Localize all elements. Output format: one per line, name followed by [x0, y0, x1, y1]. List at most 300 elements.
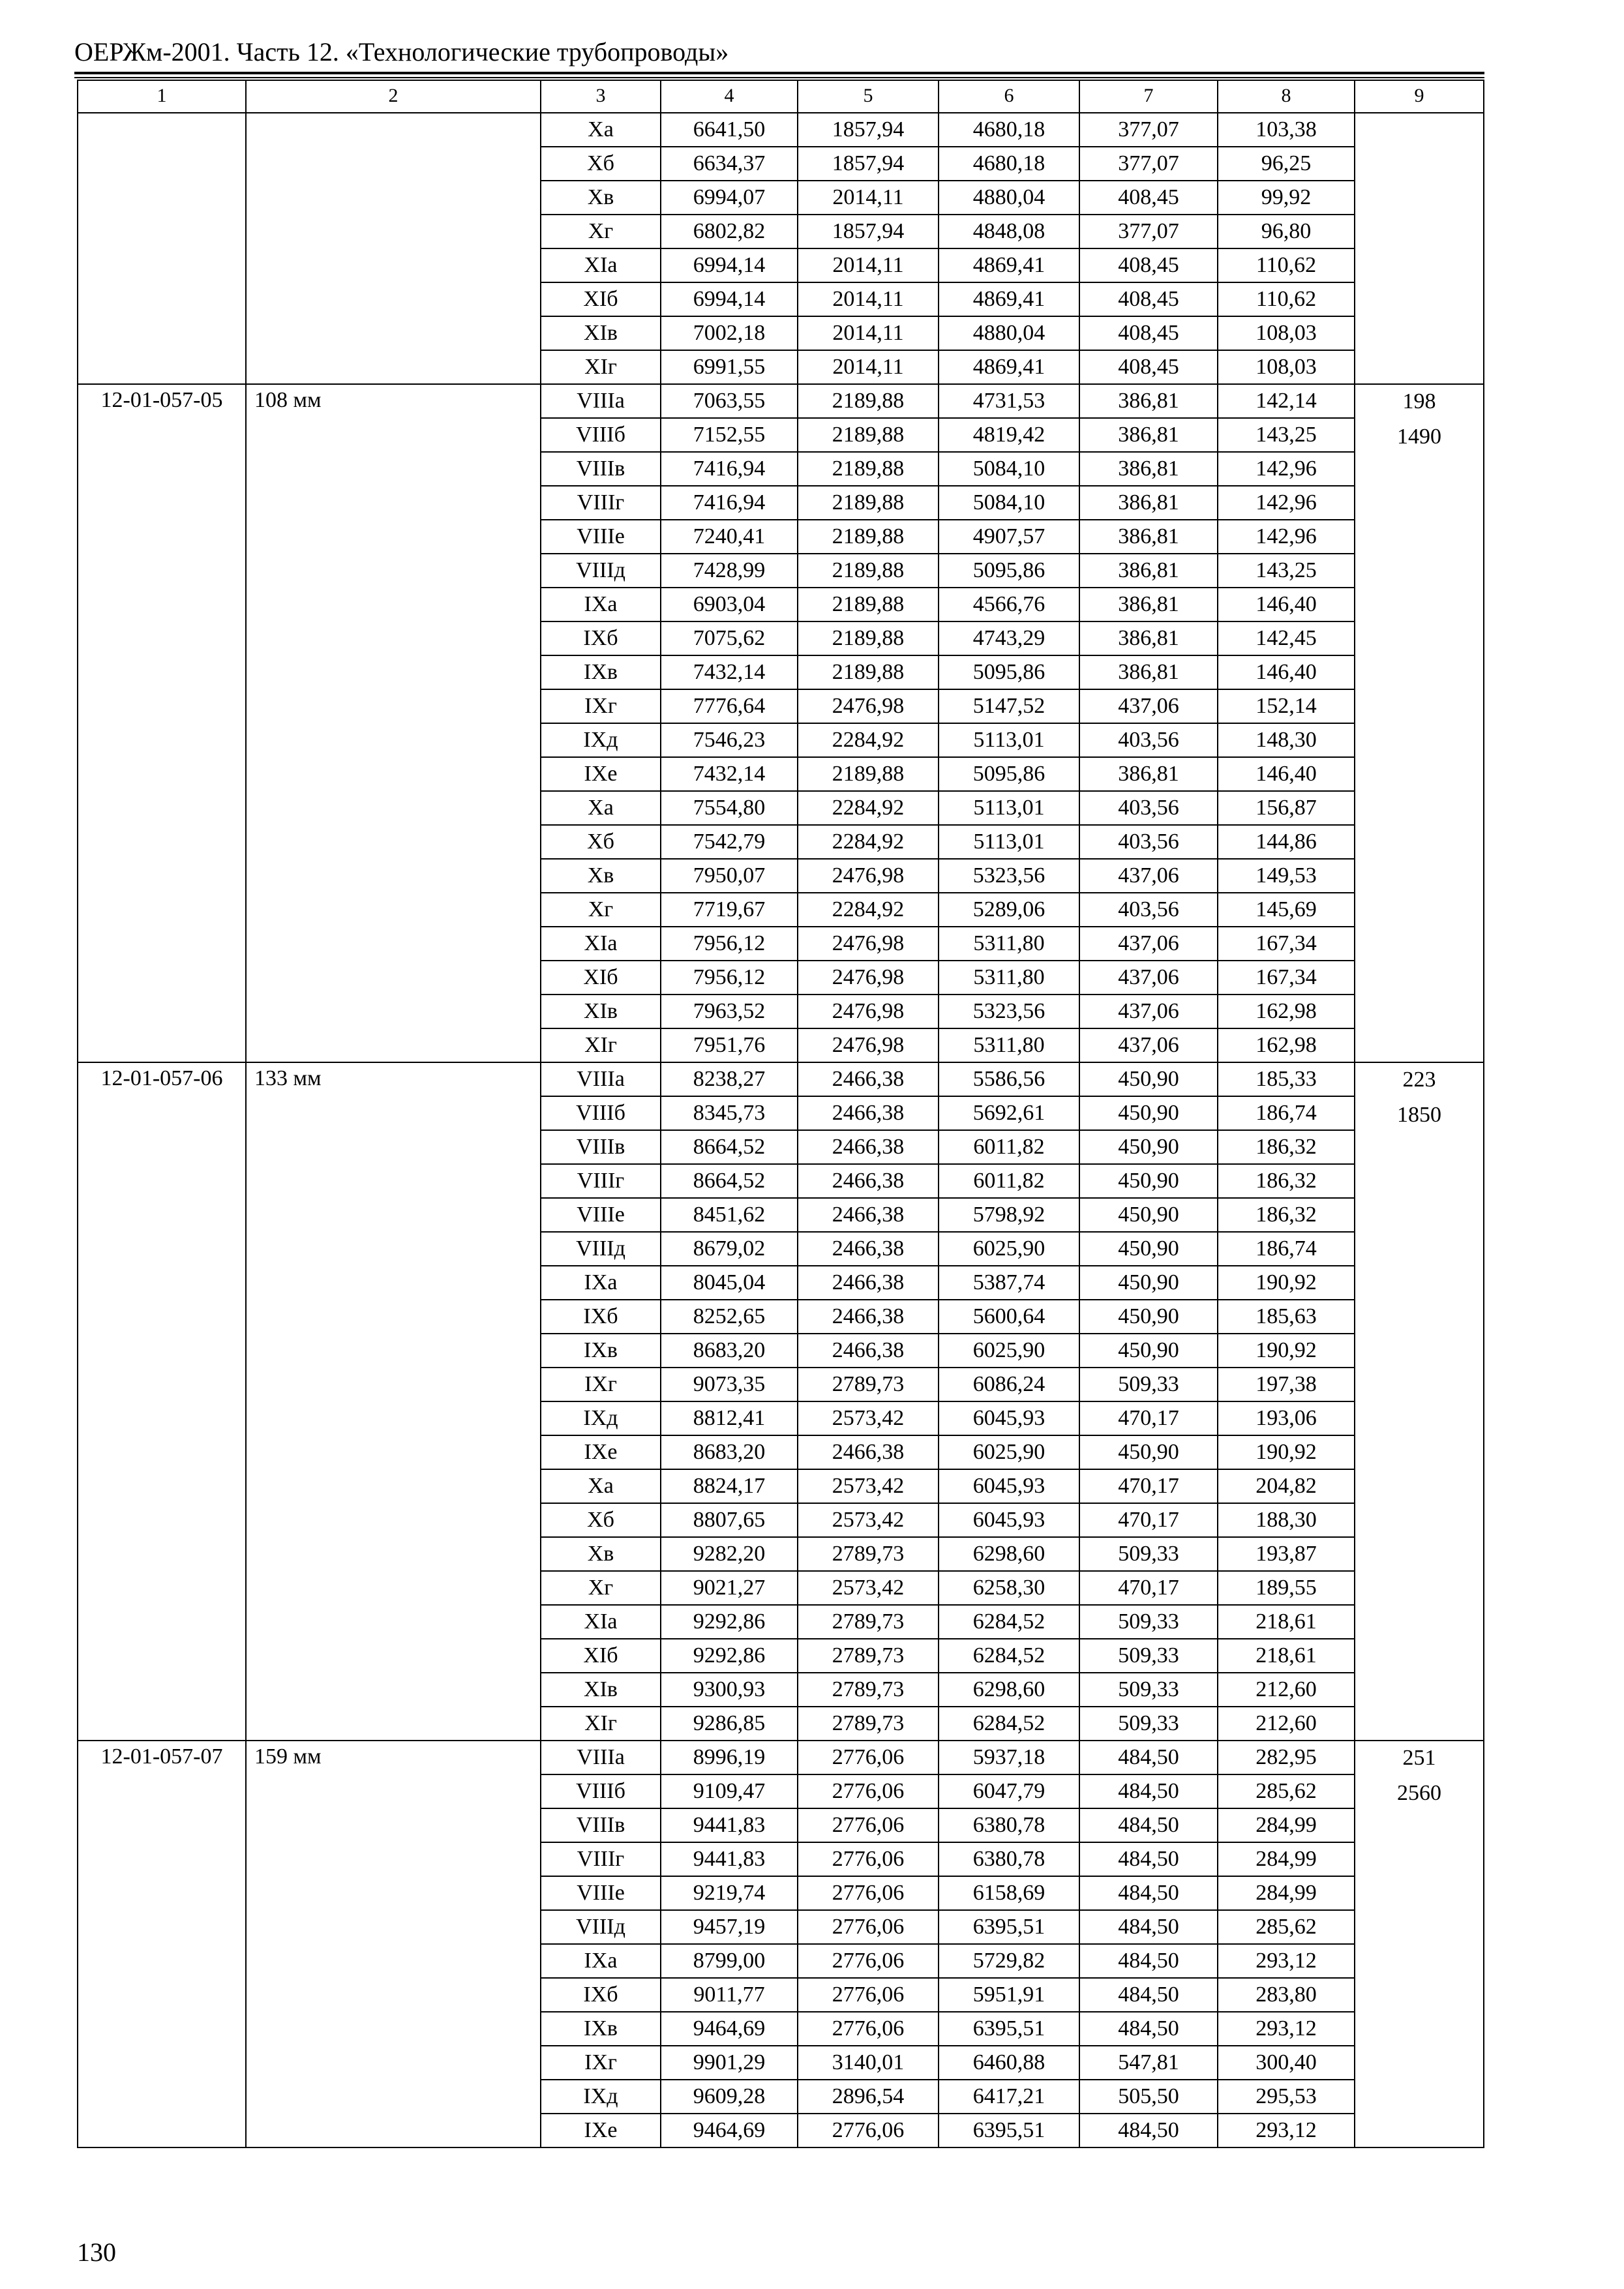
grade-cell: VIIIв — [541, 452, 661, 486]
table-row — [78, 1741, 1484, 1774]
material-cost-cell: 142,96 — [1218, 520, 1355, 554]
machine-cost-cell: 4907,57 — [939, 520, 1079, 554]
machine-cost-cell: 6298,60 — [939, 1673, 1079, 1707]
total-cost-cell: 7240,41 — [661, 520, 798, 554]
total-cost-cell: 8824,17 — [661, 1469, 798, 1503]
table-row — [78, 384, 1484, 418]
column-number: 2 — [246, 80, 541, 113]
resource-value: 1490 — [1397, 425, 1441, 449]
grade-cell: VIIIг — [541, 486, 661, 520]
total-cost-cell: 7428,99 — [661, 554, 798, 588]
machinist-wage-cell: 386,81 — [1079, 757, 1218, 791]
material-cost-cell: 285,62 — [1218, 1774, 1355, 1808]
material-cost-cell: 284,99 — [1218, 1808, 1355, 1842]
material-cost-cell: 146,40 — [1218, 588, 1355, 621]
machinist-wage-cell: 408,45 — [1079, 316, 1218, 350]
material-cost-cell: 146,40 — [1218, 757, 1355, 791]
grade-cell: VIIIд — [541, 1910, 661, 1944]
machine-cost-cell: 4869,41 — [939, 248, 1079, 282]
code-cell: 12-01-057-06 — [78, 1062, 246, 1741]
machinist-wage-cell: 377,07 — [1079, 113, 1218, 147]
labor-cost-cell: 2189,88 — [798, 554, 939, 588]
material-cost-cell: 285,62 — [1218, 1910, 1355, 1944]
machinist-wage-cell: 437,06 — [1079, 1028, 1218, 1062]
material-cost-cell: 193,87 — [1218, 1537, 1355, 1571]
machine-cost-cell: 5323,56 — [939, 859, 1079, 893]
labor-cost-cell: 2896,54 — [798, 2080, 939, 2114]
machine-cost-cell: 6045,93 — [939, 1469, 1079, 1503]
machinist-wage-cell: 509,33 — [1079, 1707, 1218, 1741]
grade-cell: Xв — [541, 181, 661, 215]
labor-cost-cell: 2789,73 — [798, 1537, 939, 1571]
labor-cost-cell: 2189,88 — [798, 588, 939, 621]
grade-cell: IXе — [541, 757, 661, 791]
labor-cost-cell: 2476,98 — [798, 961, 939, 995]
machine-cost-cell: 6284,52 — [939, 1639, 1079, 1673]
total-cost-cell: 8799,00 — [661, 1944, 798, 1978]
material-cost-cell: 149,53 — [1218, 859, 1355, 893]
machine-cost-cell: 6460,88 — [939, 2046, 1079, 2080]
total-cost-cell: 8996,19 — [661, 1741, 798, 1774]
machine-cost-cell: 4848,08 — [939, 215, 1079, 248]
grade-cell: XIа — [541, 927, 661, 961]
grade-cell: VIIIе — [541, 520, 661, 554]
labor-cost-cell: 2466,38 — [798, 1435, 939, 1469]
name-cell: 133 мм — [246, 1062, 541, 1741]
total-cost-cell: 7719,67 — [661, 893, 798, 927]
machinist-wage-cell: 386,81 — [1079, 384, 1218, 418]
material-cost-cell: 143,25 — [1218, 554, 1355, 588]
machinist-wage-cell: 450,90 — [1079, 1062, 1218, 1096]
column-number-row — [78, 80, 1484, 113]
machine-cost-cell: 6158,69 — [939, 1876, 1079, 1910]
total-cost-cell: 9219,74 — [661, 1876, 798, 1910]
total-cost-cell: 7963,52 — [661, 995, 798, 1028]
grade-cell: Xа — [541, 1469, 661, 1503]
grade-cell: IXг — [541, 2046, 661, 2080]
grade-cell: Xб — [541, 1503, 661, 1537]
total-cost-cell: 7432,14 — [661, 757, 798, 791]
material-cost-cell: 186,74 — [1218, 1232, 1355, 1266]
total-cost-cell: 7542,79 — [661, 825, 798, 859]
machine-cost-cell: 5095,86 — [939, 554, 1079, 588]
grade-cell: Xг — [541, 1571, 661, 1605]
machinist-wage-cell: 403,56 — [1079, 723, 1218, 757]
labor-cost-cell: 2573,42 — [798, 1503, 939, 1537]
machine-cost-cell: 4869,41 — [939, 350, 1079, 384]
code-cell — [78, 113, 246, 384]
grade-cell: XIг — [541, 1707, 661, 1741]
grade-cell: VIIIа — [541, 384, 661, 418]
grade-cell: IXд — [541, 723, 661, 757]
total-cost-cell: 8045,04 — [661, 1266, 798, 1300]
total-cost-cell: 7152,55 — [661, 418, 798, 452]
labor-cost-cell: 2189,88 — [798, 757, 939, 791]
total-cost-cell: 9073,35 — [661, 1368, 798, 1401]
total-cost-cell: 9021,27 — [661, 1571, 798, 1605]
machinist-wage-cell: 450,90 — [1079, 1096, 1218, 1130]
machine-cost-cell: 4880,04 — [939, 316, 1079, 350]
total-cost-cell: 7002,18 — [661, 316, 798, 350]
labor-cost-cell: 2466,38 — [798, 1062, 939, 1096]
machine-cost-cell: 6395,51 — [939, 2114, 1079, 2147]
grade-cell: IXа — [541, 588, 661, 621]
machinist-wage-cell: 437,06 — [1079, 859, 1218, 893]
grade-cell: VIIIа — [541, 1741, 661, 1774]
column-number: 1 — [78, 80, 246, 113]
machinist-wage-cell: 437,06 — [1079, 689, 1218, 723]
machine-cost-cell: 5937,18 — [939, 1741, 1079, 1774]
machine-cost-cell: 6047,79 — [939, 1774, 1079, 1808]
material-cost-cell: 193,06 — [1218, 1401, 1355, 1435]
machine-cost-cell: 6011,82 — [939, 1130, 1079, 1164]
machinist-wage-cell: 386,81 — [1079, 520, 1218, 554]
total-cost-cell: 8451,62 — [661, 1198, 798, 1232]
machinist-wage-cell: 386,81 — [1079, 452, 1218, 486]
code-cell: 12-01-057-05 — [78, 384, 246, 1062]
material-cost-cell: 108,03 — [1218, 350, 1355, 384]
labor-cost-cell: 2014,11 — [798, 282, 939, 316]
resource-value: 251 — [1402, 1746, 1436, 1770]
total-cost-cell: 9441,83 — [661, 1842, 798, 1876]
material-cost-cell: 162,98 — [1218, 995, 1355, 1028]
machine-cost-cell: 6045,93 — [939, 1503, 1079, 1537]
machine-cost-cell: 6258,30 — [939, 1571, 1079, 1605]
material-cost-cell: 152,14 — [1218, 689, 1355, 723]
total-cost-cell: 9464,69 — [661, 2012, 798, 2046]
total-cost-cell: 7956,12 — [661, 927, 798, 961]
machine-cost-cell: 6011,82 — [939, 1164, 1079, 1198]
grade-cell: XIа — [541, 248, 661, 282]
machinist-wage-cell: 484,50 — [1079, 1944, 1218, 1978]
total-cost-cell: 9292,86 — [661, 1639, 798, 1673]
total-cost-cell: 8679,02 — [661, 1232, 798, 1266]
labor-cost-cell: 2466,38 — [798, 1232, 939, 1266]
machinist-wage-cell: 437,06 — [1079, 995, 1218, 1028]
header-rule — [74, 72, 1484, 74]
material-cost-cell: 143,25 — [1218, 418, 1355, 452]
labor-cost-cell: 2466,38 — [798, 1130, 939, 1164]
material-cost-cell: 218,61 — [1218, 1639, 1355, 1673]
total-cost-cell: 9282,20 — [661, 1537, 798, 1571]
labor-cost-cell: 2776,06 — [798, 1978, 939, 2012]
grade-cell: Xб — [541, 825, 661, 859]
column-number: 9 — [1355, 80, 1484, 113]
total-cost-cell: 9901,29 — [661, 2046, 798, 2080]
material-cost-cell: 186,32 — [1218, 1198, 1355, 1232]
labor-cost-cell: 2189,88 — [798, 384, 939, 418]
material-cost-cell: 142,45 — [1218, 621, 1355, 655]
machine-cost-cell: 5289,06 — [939, 893, 1079, 927]
labor-cost-cell: 1857,94 — [798, 113, 939, 147]
labor-cost-cell: 2189,88 — [798, 418, 939, 452]
material-cost-cell: 110,62 — [1218, 282, 1355, 316]
resource-cell — [1355, 1062, 1484, 1741]
material-cost-cell: 142,14 — [1218, 384, 1355, 418]
total-cost-cell: 7432,14 — [661, 655, 798, 689]
labor-cost-cell: 2776,06 — [798, 2114, 939, 2147]
total-cost-cell: 8238,27 — [661, 1062, 798, 1096]
machinist-wage-cell: 505,50 — [1079, 2080, 1218, 2114]
machinist-wage-cell: 470,17 — [1079, 1469, 1218, 1503]
labor-cost-cell: 2573,42 — [798, 1571, 939, 1605]
material-cost-cell: 185,33 — [1218, 1062, 1355, 1096]
machinist-wage-cell: 450,90 — [1079, 1435, 1218, 1469]
column-number: 6 — [939, 80, 1079, 113]
machine-cost-cell: 5095,86 — [939, 655, 1079, 689]
machinist-wage-cell: 484,50 — [1079, 2114, 1218, 2147]
machine-cost-cell: 6298,60 — [939, 1537, 1079, 1571]
grade-cell: IXб — [541, 1978, 661, 2012]
total-cost-cell: 8683,20 — [661, 1435, 798, 1469]
labor-cost-cell: 2776,06 — [798, 1842, 939, 1876]
machinist-wage-cell: 450,90 — [1079, 1164, 1218, 1198]
machine-cost-cell: 6025,90 — [939, 1334, 1079, 1368]
total-cost-cell: 6903,04 — [661, 588, 798, 621]
machine-cost-cell: 6025,90 — [939, 1435, 1079, 1469]
page-number: 130 — [77, 2237, 116, 2267]
material-cost-cell: 142,96 — [1218, 486, 1355, 520]
machinist-wage-cell: 386,81 — [1079, 655, 1218, 689]
machinist-wage-cell: 403,56 — [1079, 791, 1218, 825]
machinist-wage-cell: 470,17 — [1079, 1503, 1218, 1537]
total-cost-cell: 6991,55 — [661, 350, 798, 384]
total-cost-cell: 8664,52 — [661, 1130, 798, 1164]
labor-cost-cell: 2776,06 — [798, 2012, 939, 2046]
material-cost-cell: 148,30 — [1218, 723, 1355, 757]
total-cost-cell: 7956,12 — [661, 961, 798, 995]
machine-cost-cell: 6045,93 — [939, 1401, 1079, 1435]
machinist-wage-cell: 377,07 — [1079, 147, 1218, 181]
grade-cell: IXг — [541, 689, 661, 723]
grade-cell: VIIIе — [541, 1876, 661, 1910]
labor-cost-cell: 2789,73 — [798, 1707, 939, 1741]
total-cost-cell: 8664,52 — [661, 1164, 798, 1198]
grade-cell: XIг — [541, 1028, 661, 1062]
material-cost-cell: 108,03 — [1218, 316, 1355, 350]
total-cost-cell: 8683,20 — [661, 1334, 798, 1368]
grade-cell: VIIIд — [541, 554, 661, 588]
material-cost-cell: 190,92 — [1218, 1435, 1355, 1469]
name-cell: 108 мм — [246, 384, 541, 1062]
code-cell: 12-01-057-07 — [78, 1741, 246, 2147]
labor-cost-cell: 1857,94 — [798, 215, 939, 248]
column-number: 4 — [661, 80, 798, 113]
machine-cost-cell: 6380,78 — [939, 1808, 1079, 1842]
grade-cell: IXд — [541, 1401, 661, 1435]
grade-cell: XIб — [541, 282, 661, 316]
material-cost-cell: 96,80 — [1218, 215, 1355, 248]
labor-cost-cell: 2776,06 — [798, 1808, 939, 1842]
labor-cost-cell: 2466,38 — [798, 1334, 939, 1368]
material-cost-cell: 110,62 — [1218, 248, 1355, 282]
total-cost-cell: 7951,76 — [661, 1028, 798, 1062]
machine-cost-cell: 6395,51 — [939, 1910, 1079, 1944]
machine-cost-cell: 5798,92 — [939, 1198, 1079, 1232]
labor-cost-cell: 2466,38 — [798, 1198, 939, 1232]
material-cost-cell: 284,99 — [1218, 1876, 1355, 1910]
name-cell: 159 мм — [246, 1741, 541, 2147]
machine-cost-cell: 5323,56 — [939, 995, 1079, 1028]
machinist-wage-cell: 403,56 — [1079, 825, 1218, 859]
machine-cost-cell: 5311,80 — [939, 927, 1079, 961]
material-cost-cell: 212,60 — [1218, 1707, 1355, 1741]
labor-cost-cell: 2189,88 — [798, 486, 939, 520]
labor-cost-cell: 2476,98 — [798, 689, 939, 723]
material-cost-cell: 293,12 — [1218, 2114, 1355, 2147]
column-number: 7 — [1079, 80, 1218, 113]
resource-value: 2560 — [1397, 1781, 1441, 1805]
machine-cost-cell: 5600,64 — [939, 1300, 1079, 1334]
machinist-wage-cell: 377,07 — [1079, 215, 1218, 248]
machine-cost-cell: 5084,10 — [939, 486, 1079, 520]
total-cost-cell: 6994,14 — [661, 248, 798, 282]
machinist-wage-cell: 484,50 — [1079, 1842, 1218, 1876]
machine-cost-cell: 5113,01 — [939, 825, 1079, 859]
grade-cell: Xг — [541, 215, 661, 248]
machinist-wage-cell: 470,17 — [1079, 1571, 1218, 1605]
material-cost-cell: 282,95 — [1218, 1741, 1355, 1774]
machinist-wage-cell: 509,33 — [1079, 1368, 1218, 1401]
grade-cell: IXа — [541, 1944, 661, 1978]
material-cost-cell: 300,40 — [1218, 2046, 1355, 2080]
material-cost-cell: 167,34 — [1218, 927, 1355, 961]
machine-cost-cell: 4731,53 — [939, 384, 1079, 418]
machinist-wage-cell: 386,81 — [1079, 486, 1218, 520]
labor-cost-cell: 2284,92 — [798, 825, 939, 859]
labor-cost-cell: 2466,38 — [798, 1266, 939, 1300]
material-cost-cell: 284,99 — [1218, 1842, 1355, 1876]
material-cost-cell: 197,38 — [1218, 1368, 1355, 1401]
grade-cell: IXг — [541, 1368, 661, 1401]
labor-cost-cell: 2776,06 — [798, 1944, 939, 1978]
machinist-wage-cell: 450,90 — [1079, 1334, 1218, 1368]
labor-cost-cell: 2789,73 — [798, 1368, 939, 1401]
resource-cell — [1355, 1741, 1484, 2147]
total-cost-cell: 7416,94 — [661, 486, 798, 520]
total-cost-cell: 8252,65 — [661, 1300, 798, 1334]
machine-cost-cell: 5729,82 — [939, 1944, 1079, 1978]
resource-value: 223 — [1402, 1068, 1436, 1092]
machinist-wage-cell: 450,90 — [1079, 1198, 1218, 1232]
name-cell — [246, 113, 541, 384]
machine-cost-cell: 5311,80 — [939, 961, 1079, 995]
machine-cost-cell: 4680,18 — [939, 113, 1079, 147]
header-rule-thin — [74, 77, 1484, 78]
grade-cell: XIв — [541, 995, 661, 1028]
labor-cost-cell: 2284,92 — [798, 723, 939, 757]
total-cost-cell: 9457,19 — [661, 1910, 798, 1944]
grade-cell: XIб — [541, 1639, 661, 1673]
labor-cost-cell: 2789,73 — [798, 1673, 939, 1707]
page-header-title: ОЕРЖм-2001. Часть 12. «Технологические трубопроводы» — [74, 37, 729, 67]
total-cost-cell: 9109,47 — [661, 1774, 798, 1808]
labor-cost-cell: 2189,88 — [798, 452, 939, 486]
machine-cost-cell: 4566,76 — [939, 588, 1079, 621]
grade-cell: XIв — [541, 316, 661, 350]
machine-cost-cell: 5692,61 — [939, 1096, 1079, 1130]
machinist-wage-cell: 386,81 — [1079, 554, 1218, 588]
labor-cost-cell: 2776,06 — [798, 1910, 939, 1944]
total-cost-cell: 9609,28 — [661, 2080, 798, 2114]
labor-cost-cell: 2014,11 — [798, 316, 939, 350]
machinist-wage-cell: 386,81 — [1079, 588, 1218, 621]
grade-cell: XIб — [541, 961, 661, 995]
machinist-wage-cell: 509,33 — [1079, 1639, 1218, 1673]
total-cost-cell: 7075,62 — [661, 621, 798, 655]
total-cost-cell: 6994,07 — [661, 181, 798, 215]
machine-cost-cell: 6025,90 — [939, 1232, 1079, 1266]
grade-cell: IXд — [541, 2080, 661, 2114]
material-cost-cell: 162,98 — [1218, 1028, 1355, 1062]
machinist-wage-cell: 509,33 — [1079, 1605, 1218, 1639]
machinist-wage-cell: 403,56 — [1079, 893, 1218, 927]
resource-cell — [1355, 113, 1484, 384]
machinist-wage-cell: 484,50 — [1079, 2012, 1218, 2046]
material-cost-cell: 156,87 — [1218, 791, 1355, 825]
grade-cell: XIв — [541, 1673, 661, 1707]
grade-cell: IXе — [541, 1435, 661, 1469]
machinist-wage-cell: 509,33 — [1079, 1537, 1218, 1571]
grade-cell: VIIIв — [541, 1808, 661, 1842]
total-cost-cell: 8807,65 — [661, 1503, 798, 1537]
price-table — [77, 80, 1484, 2148]
total-cost-cell: 7546,23 — [661, 723, 798, 757]
labor-cost-cell: 2476,98 — [798, 927, 939, 961]
machine-cost-cell: 4869,41 — [939, 282, 1079, 316]
grade-cell: XIа — [541, 1605, 661, 1639]
machine-cost-cell: 5084,10 — [939, 452, 1079, 486]
grade-cell: VIIIд — [541, 1232, 661, 1266]
total-cost-cell: 6634,37 — [661, 147, 798, 181]
resource-cell — [1355, 384, 1484, 1062]
material-cost-cell: 99,92 — [1218, 181, 1355, 215]
machine-cost-cell: 6380,78 — [939, 1842, 1079, 1876]
total-cost-cell: 6641,50 — [661, 113, 798, 147]
machine-cost-cell: 6395,51 — [939, 2012, 1079, 2046]
machinist-wage-cell: 386,81 — [1079, 418, 1218, 452]
grade-cell: Xг — [541, 893, 661, 927]
machinist-wage-cell: 470,17 — [1079, 1401, 1218, 1435]
labor-cost-cell: 2789,73 — [798, 1639, 939, 1673]
material-cost-cell: 144,86 — [1218, 825, 1355, 859]
labor-cost-cell: 2014,11 — [798, 181, 939, 215]
machinist-wage-cell: 386,81 — [1079, 621, 1218, 655]
table-body — [78, 80, 1484, 2147]
grade-cell: XIг — [541, 350, 661, 384]
machine-cost-cell: 5113,01 — [939, 791, 1079, 825]
material-cost-cell: 204,82 — [1218, 1469, 1355, 1503]
total-cost-cell: 7950,07 — [661, 859, 798, 893]
grade-cell: VIIIв — [541, 1130, 661, 1164]
grade-cell: VIIIб — [541, 1774, 661, 1808]
total-cost-cell: 8345,73 — [661, 1096, 798, 1130]
machine-cost-cell: 4880,04 — [939, 181, 1079, 215]
grade-cell: IXа — [541, 1266, 661, 1300]
machinist-wage-cell: 484,50 — [1079, 1978, 1218, 2012]
total-cost-cell: 7416,94 — [661, 452, 798, 486]
total-cost-cell: 9300,93 — [661, 1673, 798, 1707]
material-cost-cell: 293,12 — [1218, 1944, 1355, 1978]
total-cost-cell: 7776,64 — [661, 689, 798, 723]
table-row — [78, 113, 1484, 147]
total-cost-cell: 9011,77 — [661, 1978, 798, 2012]
machinist-wage-cell: 450,90 — [1079, 1232, 1218, 1266]
material-cost-cell: 185,63 — [1218, 1300, 1355, 1334]
machinist-wage-cell: 484,50 — [1079, 1741, 1218, 1774]
total-cost-cell: 6994,14 — [661, 282, 798, 316]
grade-cell: IXб — [541, 621, 661, 655]
